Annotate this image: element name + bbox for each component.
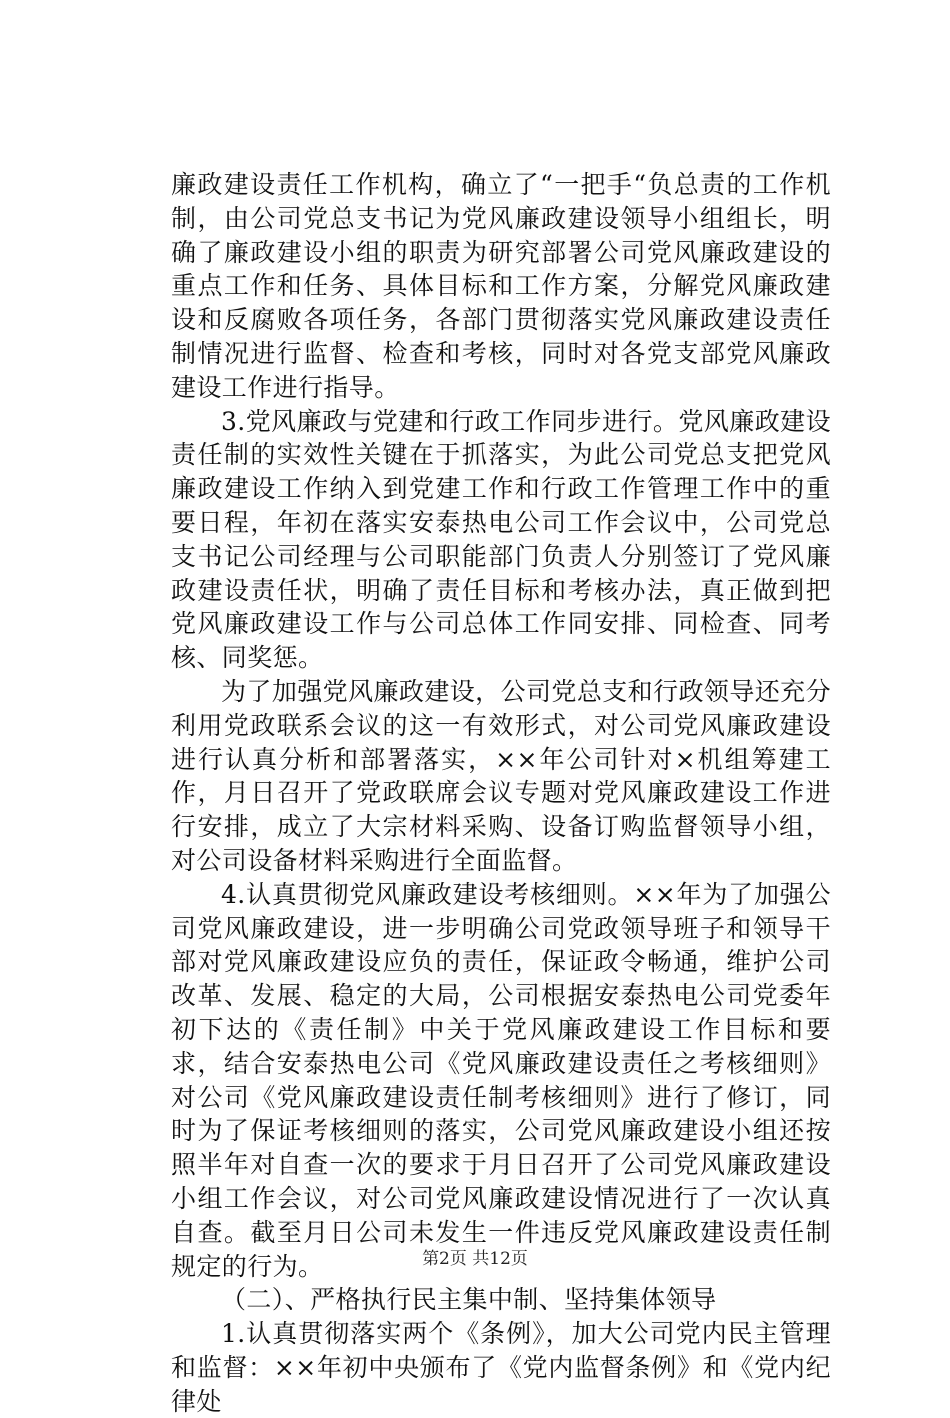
section-heading-2: （二）、严格执行民主集中制、坚持集体领导: [221, 1285, 717, 1315]
page-number-footer: 第2页 共12页: [422, 1249, 528, 1269]
document-body: [171, 168, 831, 1418]
paragraph-party-meeting: 为了加强党风廉政建设，公司党总支和行政领导还充分利用党政联系会议的这一有效形式，对公司党风廉政建设进行认真分析和部署落实，××年公司针对×机组筹建工作，月日召开了党政联席会议专题对党风廉政建设工作进行安排，成立了大宗材料采购、设备订购监督领导小组，对公司设备材料采购进行全面监督。: [171, 676, 831, 875]
paragraph-item-3: 3.党风廉政与党建和行政工作同步进行。党风廉政建设责任制的实效性关键在于抓落实，为此公司党总支把党风廉政建设工作纳入到党建工作和行政工作管理工作中的重要日程，年初在落实安泰热电公司工作会议中，公司党总支书记公司经理与公司职能部门负责人分别签订了党风廉政建设责任状，明确了责任目标和考核办法，真正做到把党风廉政建设工作与公司总体工作同安排、同检查、同考核、同奖惩。: [171, 406, 831, 673]
paragraph-continuation: 廉政建设责任工作机构，确立了“一把手“负总责的工作机制，由公司党总支书记为党风廉政建设领导小组组长，明确了廉政建设小组的职责为研究部署公司党风廉政建设的重点工作和任务、具体目标和工作方案，分解党风廉政建设和反腐败各项任务，各部门贯彻落实党风廉政建设责任制情况进行监督、检查和考核，同时对各党支部党风廉政建设工作进行指导。: [171, 170, 831, 402]
paragraph-item-1: 1.认真贯彻落实两个《条例》，加大公司党内民主管理和监督：××年初中央颁布了《党内监督条例》和《党内纪律处: [171, 1319, 831, 1416]
paragraph-item-4: 4.认真贯彻党风廉政建设考核细则。××年为了加强公司党风廉政建设，进一步明确公司党政领导班子和领导干部对党风廉政建设应负的责任，保证政令畅通，维护公司改革、发展、稳定的大局，公司根据安泰热电公司党委年初下达的《责任制》中关于党风廉政建设工作目标和要求，结合安泰热电公司《党风廉政建设责任之考核细则》对公司《党风廉政建设责任制考核细则》进行了修订，同时为了保证考核细则的落实，公司党风廉政建设小组还按照半年对自查一次的要求于月日召开了公司党风廉政建设小组工作会议，对公司党风廉政建设情况进行了一次认真自查。截至月日公司未发生一件违反党风廉政建设责任制规定的行为。: [171, 879, 831, 1281]
